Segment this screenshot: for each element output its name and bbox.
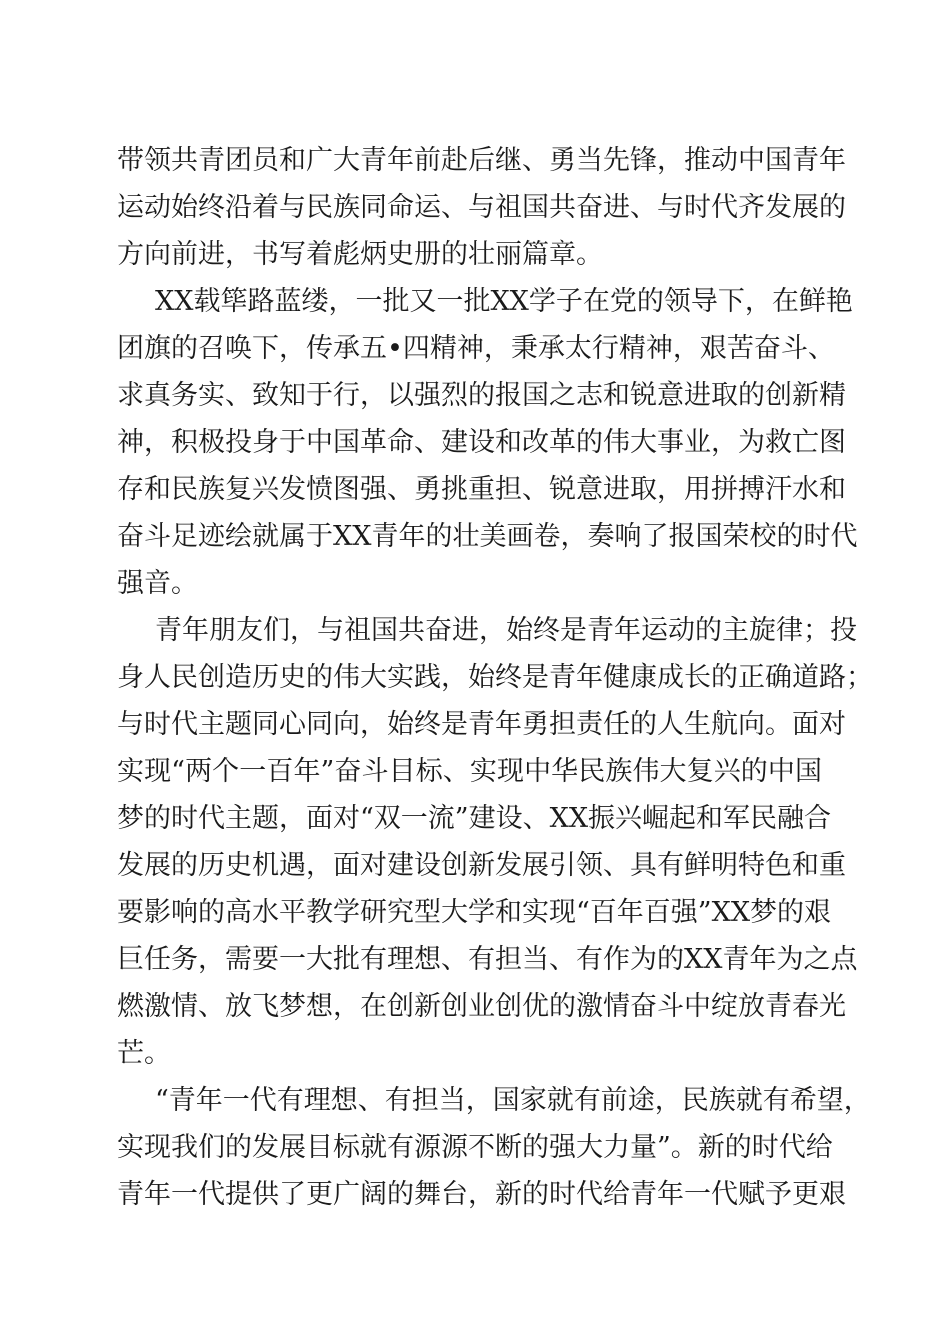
- text-line: 实现我们的发展目标就有源源不断的强大力量”。新的时代给: [117, 1132, 833, 1163]
- text-line: 团旗的召唤下，传承五•四精神，秉承太行精神，艰苦奋斗、: [117, 333, 835, 364]
- text-line: 运动始终沿着与民族同命运、与祖国共奋进、与时代齐发展的: [117, 192, 846, 223]
- text-line: 身人民创造历史的伟大实践，始终是青年健康成长的正确道路；: [117, 662, 873, 693]
- text-line: “青年一代有理想、有担当，国家就有前途，民族就有希望，: [155, 1085, 871, 1116]
- text-line: 实现“两个一百年”奋斗目标、实现中华民族伟大复兴的中国: [117, 756, 822, 787]
- text-line: 存和民族复兴发愤图强、勇挑重担、锐意进取，用拼搏汗水和: [117, 474, 846, 505]
- text-line: XX载筚路蓝缕，一批又一批XX学子在党的领导下，在鲜艳: [155, 286, 853, 317]
- text-line: 求真务实、致知于行，以强烈的报国之志和锐意进取的创新精: [117, 380, 846, 411]
- text-line: 发展的历史机遇，面对建设创新发展引领、具有鲜明特色和重: [117, 850, 846, 881]
- text-line: 带领共青团员和广大青年前赴后继、勇当先锋，推动中国青年: [117, 145, 846, 176]
- text-line: 奋斗足迹绘就属于XX青年的壮美画卷，奏响了报国荣校的时代: [117, 521, 858, 552]
- text-line: 强音。: [117, 568, 198, 599]
- text-line: 芒。: [117, 1038, 171, 1069]
- text-line: 与时代主题同心同向，始终是青年勇担责任的人生航向。面对: [117, 709, 846, 740]
- text-line: 要影响的高水平教学研究型大学和实现“百年百强”XX梦的艰: [117, 897, 832, 928]
- text-line: 青年朋友们，与祖国共奋进，始终是青年运动的主旋律；投: [155, 615, 857, 646]
- text-line: 燃激情、放飞梦想，在创新创业创优的激情奋斗中绽放青春光: [117, 991, 846, 1022]
- text-line: 巨任务，需要一大批有理想、有担当、有作为的XX青年为之点: [117, 944, 858, 975]
- text-line: 梦的时代主题，面对“双一流”建设、XX振兴崛起和军民融合: [117, 803, 832, 834]
- text-line: 青年一代提供了更广阔的舞台，新的时代给青年一代赋予更艰: [117, 1179, 846, 1210]
- text-line: 方向前进，书写着彪炳史册的壮丽篇章。: [117, 239, 603, 270]
- text-line: 神，积极投身于中国革命、建设和改革的伟大事业，为救亡图: [117, 427, 846, 458]
